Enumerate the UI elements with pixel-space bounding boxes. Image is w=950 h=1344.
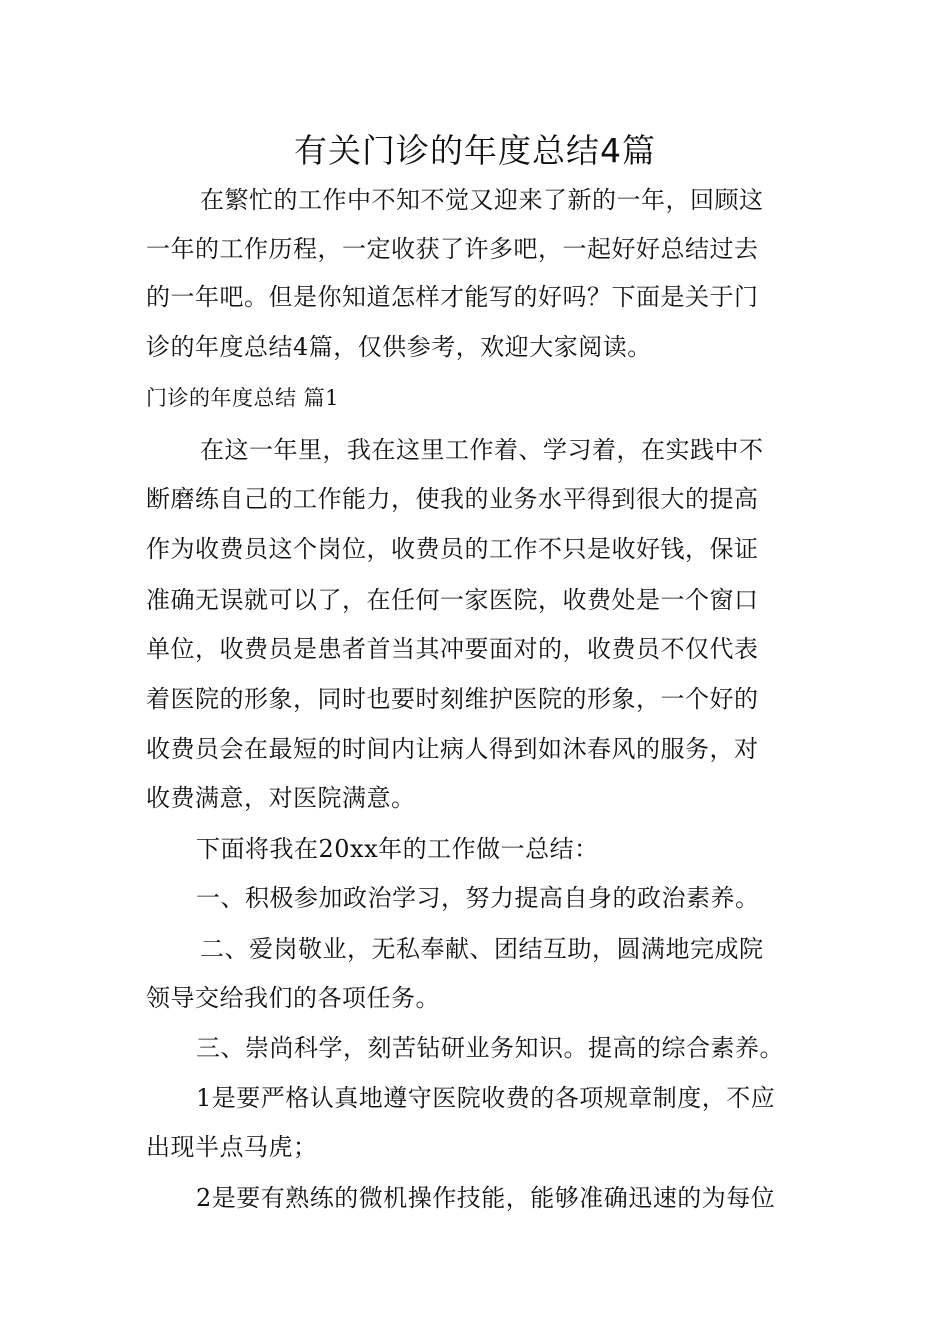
intro-line: 诊的年度总结4篇，仅供参考，欢迎大家阅读。 [146, 333, 652, 361]
paragraph-line: 单位，收费员是患者首当其冲要面对的，收费员不仅代表 [146, 635, 759, 663]
paragraph-line: 在这一年里，我在这里工作着、学习着，在实践中不 [200, 436, 764, 464]
document-title: 有关门诊的年度总结4篇 [294, 131, 656, 170]
list-item: 三、崇尚科学，刻苦钻研业务知识。提高的综合素养。 [196, 1034, 784, 1062]
list-item: 领导交给我们的各项任务。 [146, 984, 440, 1012]
paragraph-line: 断磨练自己的工作能力，使我的业务水平得到很大的提高 [146, 485, 759, 513]
paragraph-line: 收费满意，对医院满意。 [146, 784, 416, 812]
list-item: 一、积极参加政治学习，努力提高自身的政治素养。 [196, 884, 760, 912]
paragraph-line: 作为收费员这个岗位，收费员的工作不只是收好钱，保证 [146, 535, 759, 563]
list-item: 1是要严格认真地遵守医院收费的各项规章制度，不应 [196, 1084, 776, 1112]
section-heading: 门诊的年度总结 篇1 [146, 386, 340, 410]
intro-line: 在繁忙的工作中不知不觉又迎来了新的一年，回顾这 [200, 186, 764, 214]
paragraph-line: 收费员会在最短的时间内让病人得到如沐春风的服务，对 [146, 735, 759, 763]
paragraph-line: 下面将我在20xx年的工作做一总结： [196, 835, 599, 863]
intro-line: 的一年吧。但是你知道怎样才能写的好吗？下面是关于门 [146, 283, 759, 311]
paragraph-line: 准确无误就可以了，在任何一家医院，收费处是一个窗口 [146, 586, 759, 614]
list-item: 二、爱岗敬业，无私奉献、团结互助，圆满地完成院 [200, 935, 764, 963]
intro-line: 一年的工作历程，一定收获了许多吧，一起好好总结过去 [146, 235, 759, 263]
list-item: 出现半点马虎； [146, 1133, 318, 1161]
list-item: 2是要有熟练的微机操作技能，能够准确迅速的为每位 [196, 1184, 776, 1212]
paragraph-line: 着医院的形象，同时也要时刻维护医院的形象，一个好的 [146, 685, 759, 713]
